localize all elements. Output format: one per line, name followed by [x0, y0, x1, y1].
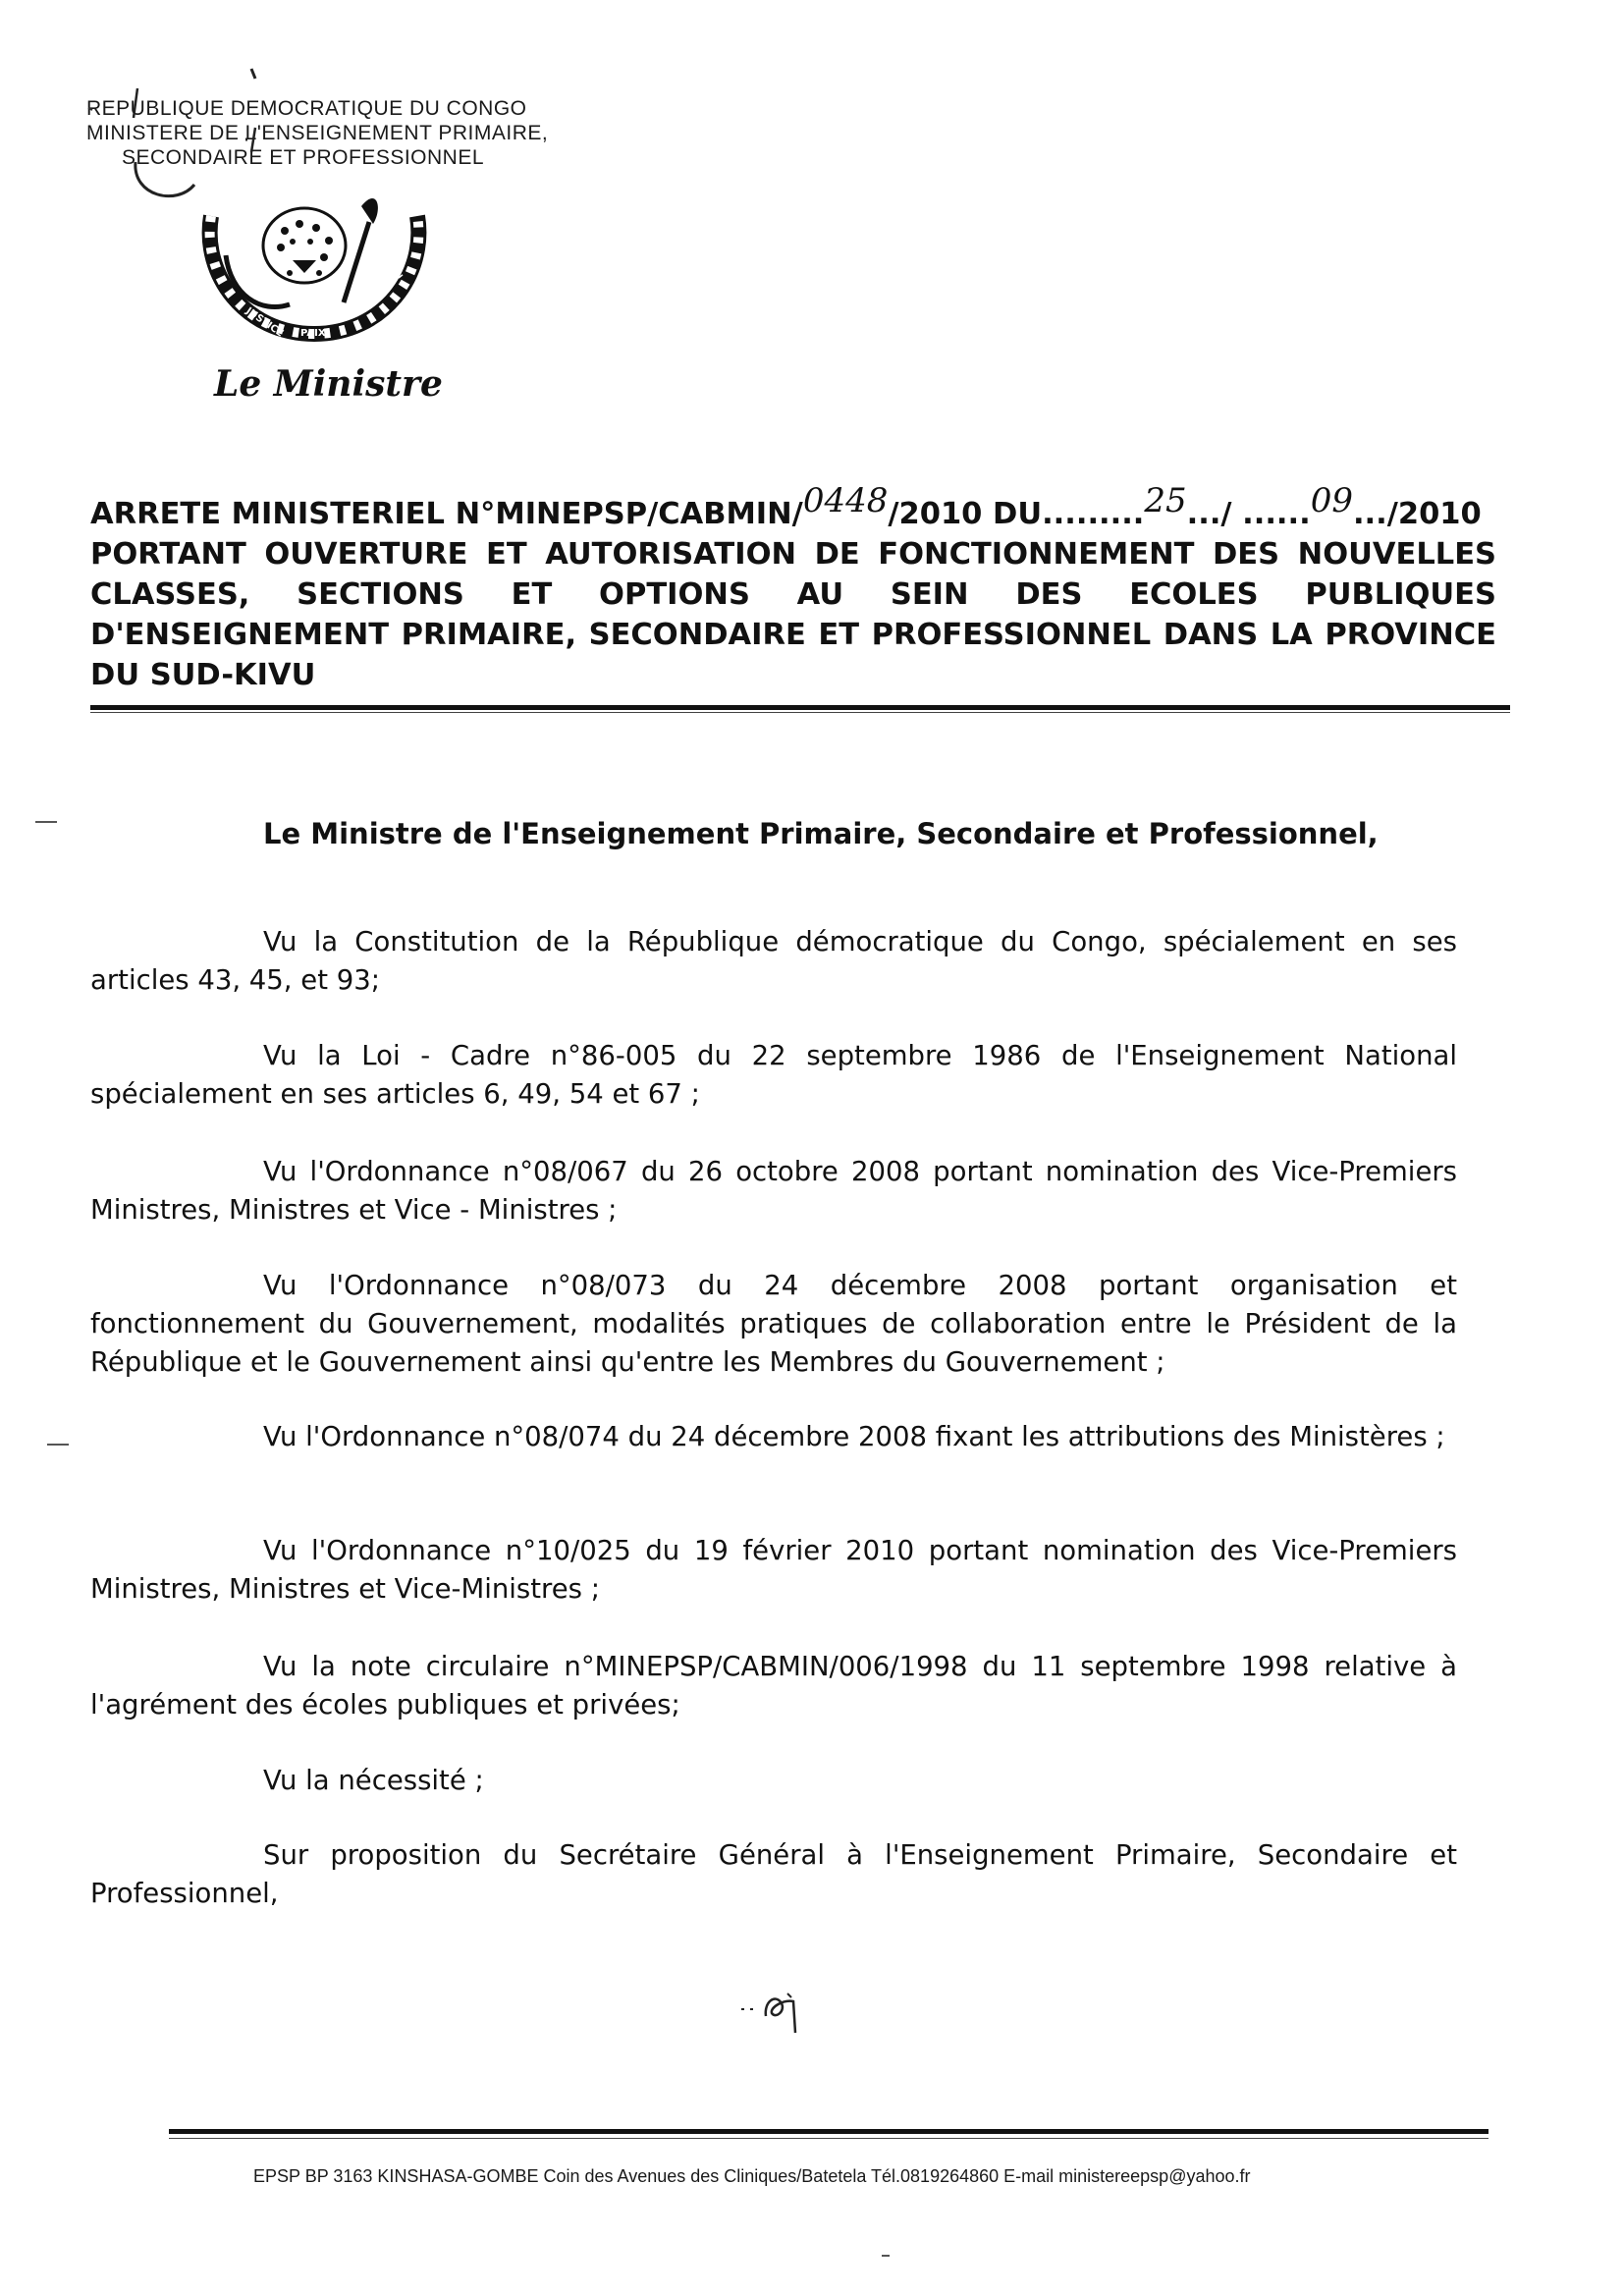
motto-right: TRAVAIL: [362, 268, 406, 307]
paragraph-loi-cadre: Vu la Loi - Cadre n°86-005 du 22 septembre 1986 de l'Enseignement National spécialement en ses articles 6, 49, 54 et 67 ;: [90, 1040, 1457, 1110]
footer-divider-thin: [169, 2138, 1489, 2139]
paragraph-ordonnance-10-025: Vu l'Ordonnance n°10/025 du 19 février 2010 portant nomination des Vice-Premiers Ministres, Ministres et Vice-Ministres ;: [90, 1535, 1457, 1605]
letterhead-ministry: MINISTERE DE L'ENSEIGNEMENT PRIMAIRE,: [86, 122, 549, 144]
paragraph-proposition: Sur proposition du Secrétaire Général à l'Enseignement Primaire, Secondaire et Professionnel,: [90, 1839, 1457, 1909]
motto-center: PAIX: [300, 328, 326, 339]
decree-title: [90, 481, 1496, 695]
decree-month-handwritten: 09: [1310, 481, 1353, 520]
letterhead-ministry-cont: SECONDAIRE ET PROFESSIONNEL: [122, 146, 485, 169]
decree-day-handwritten: 25: [1144, 481, 1187, 520]
coat-of-arms-emblem: [187, 187, 442, 358]
decree-subject: PORTANT OUVERTURE ET AUTORISATION DE FONCTIONNEMENT DES NOUVELLES CLASSES, SECTIONS ET OPTIONS AU SEIN DES ECOLES PUBLIQUES D'ENSEIGNEMENT PRIMAIRE, SECONDAIRE ET PROFESSIONNEL DANS LA PROVINCE DU SUD-KIVU: [90, 537, 1496, 692]
title-divider: [90, 705, 1510, 710]
paragraph-ordonnance-08-074: Vu l'Ordonnance n°08/074 du 24 décembre 2008 fixant les attributions des Ministères ;: [263, 1421, 1445, 1452]
handwritten-initials: [736, 1982, 825, 2041]
scan-mark: [882, 2255, 890, 2257]
footer-address: EPSP BP 3163 KINSHASA-GOMBE Coin des Avenues des Cliniques/Batetela Tél.0819264860 E-mail ministereepsp@yahoo.fr: [253, 2166, 1251, 2186]
decree-ref-prefix: ARRETE MINISTERIEL N°MINEPSP/CABMIN/: [90, 497, 803, 531]
motto-left: JUSTICE: [244, 305, 286, 340]
paragraph-constitution: Vu la Constitution de la République démocratique du Congo, spécialement en ses articles 43, 45, et 93;: [90, 926, 1457, 996]
decree-number-handwritten: 0448: [802, 481, 889, 520]
decree-ref-du: /2010 DU: [888, 497, 1043, 531]
scan-mark: [47, 1444, 69, 1446]
decree-ref-year: /2010: [1386, 497, 1482, 531]
letterhead-country: REPUBLIQUE DEMOCRATIQUE DU CONGO: [86, 97, 527, 120]
title-divider-thin: [90, 712, 1510, 713]
paragraph-necessite: Vu la nécessité ;: [263, 1765, 484, 1796]
paragraph-note-circulaire: Vu la note circulaire n°MINEPSP/CABMIN/006/1998 du 11 septembre 1998 relative à l'agrément des écoles publiques et privées;: [90, 1651, 1457, 1720]
paragraph-ordonnance-08-067: Vu l'Ordonnance n°08/067 du 26 octobre 2008 portant nomination des Vice-Premiers Ministres, Ministres et Vice - Ministres ;: [90, 1156, 1457, 1226]
decree-reference: ARRETE MINISTERIEL N°MINEPSP/CABMIN/0448/2010 DU.........25.../ ......09.../2010: [90, 481, 1482, 531]
footer-divider: [169, 2129, 1489, 2134]
minister-heading: Le Ministre de l'Enseignement Primaire, Secondaire et Professionnel,: [263, 817, 1379, 850]
scan-mark: [35, 821, 57, 823]
paragraph-ordonnance-08-073: Vu l'Ordonnance n°08/073 du 24 décembre 2008 portant organisation et fonctionnement du Gouvernement, modalités pratiques de collaboration entre le Président de la République et le Gouvernement ainsi qu'entre les Membres du Gouvernement ;: [90, 1270, 1457, 1378]
minister-title: Le Ministre: [214, 363, 443, 405]
